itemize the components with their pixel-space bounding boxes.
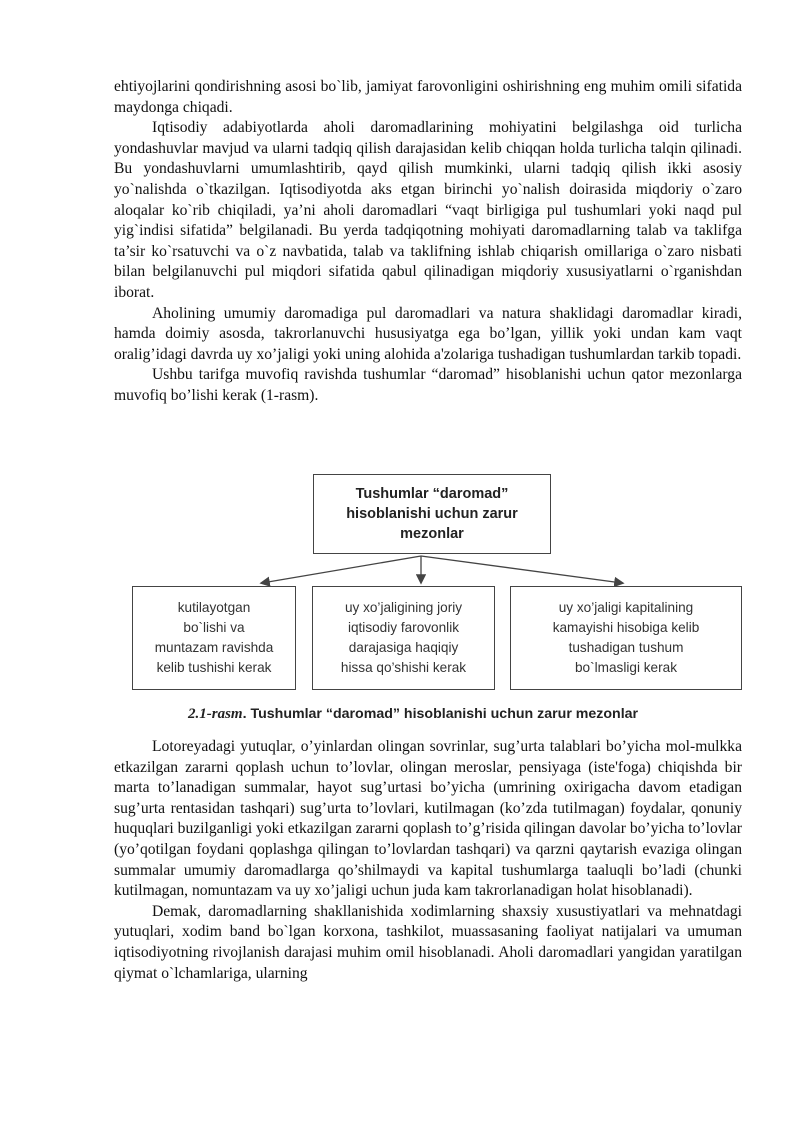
figure-caption — [188, 706, 748, 723]
criterion-line: iqtisodiy farovonlik — [347, 620, 460, 635]
criterion-line: muntazam ravishda — [154, 640, 274, 655]
diagram-criterion-box-1 — [132, 586, 296, 690]
criterion-line: kamayishi hisobiga kelib — [552, 620, 700, 635]
paragraph: Aholining umumiy daromadiga pul daromadlari va natura shaklidagi daromadlar kiradi, hamda doimiy asosda, takrorlanuvchi hususiyatga ega bo’lgan, yillik yoki undan kam vaqt oralig’idagi davrda uy xo’jaligi yoki uning alohida a'zolariga tushadigan tushumlardan tarkib topadi. — [114, 304, 742, 363]
criterion-line: bo`lishi va — [183, 620, 245, 635]
figure-caption-number: 2.1-rasm — [188, 706, 243, 722]
diagram-criterion-box-3 — [510, 586, 742, 690]
criterion-line: hissa qo’shishi kerak — [340, 660, 467, 675]
criterion-line: darajasiga haqiqiy — [348, 640, 459, 655]
criterion-line: uy xo’jaligining joriy — [344, 600, 463, 615]
connector-arrow-right — [421, 556, 622, 583]
paragraph: Iqtisodiy adabiyotlarda aholi daromadlarining mohiyatini belgilashga oid turlicha yondashuvlar mavjud va ularni tadqiq qilish darajasidan kelib chiqqan holda turlicha talqin qilinadi. Bu yondashuvlarni umumlashtirib, qayd qilish mumkinki, ularni tadqiq qilish ikki asosiy yo`nalishda o`tkazilgan. Iqtisodiyotda aks etgan birinchi yo`nalish doirasida miqdoriy o`zaro aloqalar ko`rib chiqiladi, ya’ni aholi daromadlari “vaqt birligiga pul tushumlari yoki naqd pul yig`indisi sifatida” belgilanadi. Bu yerda tadqiqotning mohiyati daromadlarning talab va taklifga ta’sir ko`rsatuvchi va o`z navbatida, talab va taklifning ishlab chiqarish omillariga o`zaro nisbati bilan belgilanuvchi pul miqdori sifatida qabul qilinadigan miqdoriy xususiyatlarni o`rganishdan iborat. — [114, 119, 742, 301]
text-block-bottom — [114, 737, 742, 984]
connector-arrow-left — [262, 556, 421, 583]
diagram-root-line: Tushumlar “daromad” — [355, 486, 509, 502]
criterion-line: bo`lmasligi kerak — [575, 660, 677, 675]
paragraph: Ushbu tarifga muvofiq ravishda tushumlar “daromad” hisoblanishi uchun qator mezonlarga muvofiq bo’lishi kerak (1-rasm). — [114, 366, 742, 404]
criterion-line: kutilayotgan — [177, 600, 251, 615]
diagram-criterion-box-2 — [312, 586, 495, 690]
paragraph: ehtiyojlarini qondirishning asosi bo`lib, jamiyat farovonligini oshirishning eng muhim omili sifatida maydonga chiqadi. — [114, 78, 742, 116]
criterion-line: kelib tushishi kerak — [156, 660, 272, 675]
diagram-root-box — [313, 474, 551, 554]
criterion-line: uy xo’jaligi kapitalining — [558, 600, 694, 615]
diagram-root-line: hisoblanishi uchun zarur — [346, 506, 518, 522]
figure-caption-text: . Tushumlar “daromad” hisoblanishi uchun zarur mezonlar — [242, 706, 639, 722]
paragraph: Demak, daromadlarning shakllanishida xodimlarning shaxsiy xusustiyatlari va mehnatdagi yutuqlari, xodim band bo`lgan korxona, tashkilot, muassasaning faoliyat natijalari va umuman iqtisodiyotning rivojlanish darajasi muhim omil hisoblanadi. Aholi daromadlari yangidan yaratilgan qiymat o`lchamlariga, ularning — [114, 902, 742, 982]
diagram-root-line: mezonlar — [400, 526, 464, 542]
paragraph: Lotoreyadagi yutuqlar, o’yinlardan olingan sovrinlar, sug’urta talablari bo’yicha mol-mulkka etkazilgan zararni qoplash uchun to’lovlar, olingan meroslar, pensiyaga (iste'foga) chiqishda bir marta to’lanadigan summalar, hayot sug’urtasi bo’yicha (umrining oxirigacha davom etadigan sug’urta rentasidan tashqari) sug’urta to’lovlari, kutilmagan (ko’zda tutilmagan) foydalar, qonuniy huquqlari buzilganligi yoki etkazilgan zararni qoplash to’g’risida qilingan davolar bo’yicha to’lovlar (yo’qotilgan foydani qoplashga qilingan to’lovlardan tashqari) va qarzni qaytarish evaziga olingan summalar umumiy daromadlarga qo’shilmaydi va kapital tushumlarga taaluqli bo’ladi (chunki kutilmagan, nomuntazam va uy xo’jaligi uchun juda kam takrorlanadigan holat hisoblanadi). — [114, 738, 742, 900]
criterion-line: tushadigan tushum — [568, 640, 684, 655]
